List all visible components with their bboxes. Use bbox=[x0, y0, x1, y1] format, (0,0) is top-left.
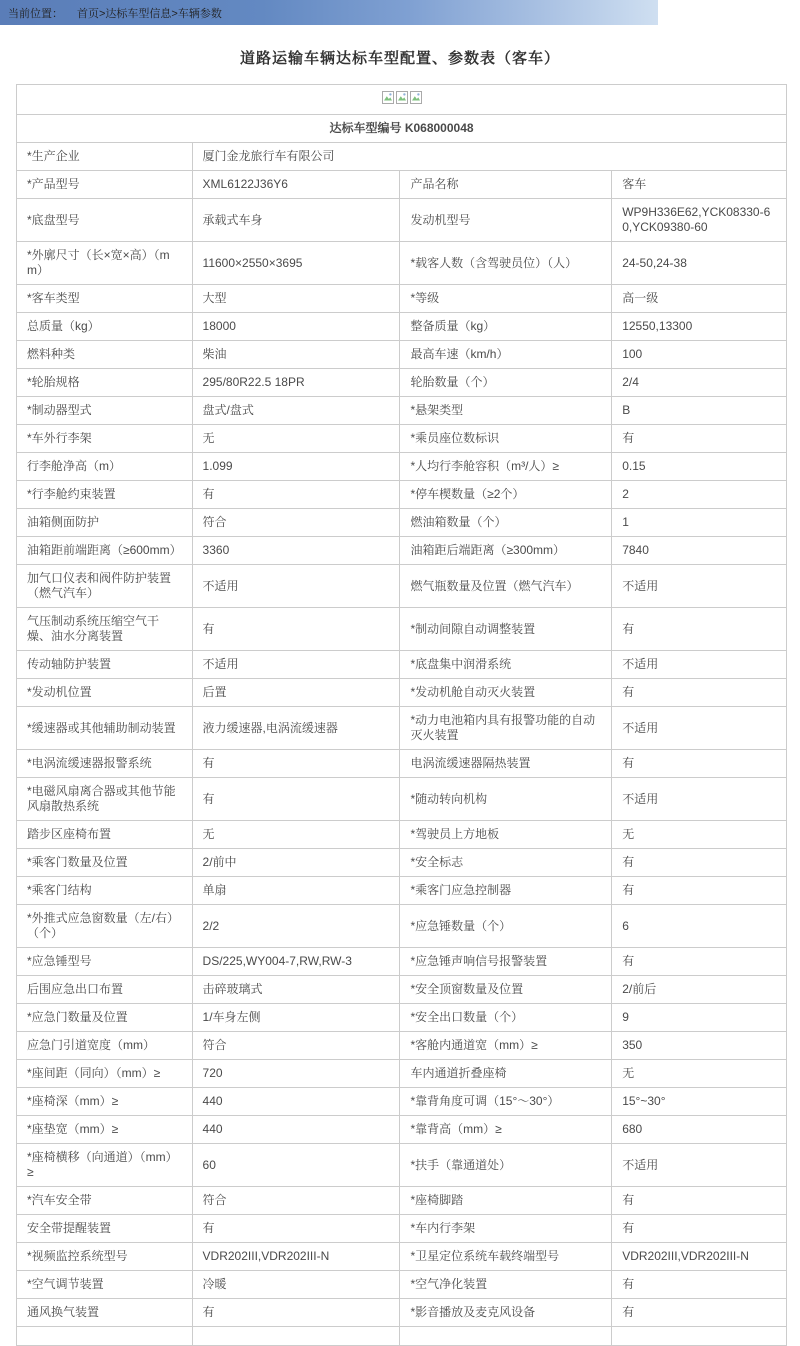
param-label: 油箱侧面防护 bbox=[17, 509, 193, 537]
table-row bbox=[17, 905, 787, 948]
table-row bbox=[17, 1088, 787, 1116]
param-value: 有 bbox=[612, 1271, 787, 1299]
param-value: WP9H336E62,YCK08330-60,YCK09380-60 bbox=[612, 199, 787, 242]
param-label: 轮胎数量（个） bbox=[400, 369, 612, 397]
param-value: 60 bbox=[192, 1144, 400, 1187]
param-label: *靠背高（mm）≥ bbox=[400, 1116, 612, 1144]
param-value: 厦门金龙旅行车有限公司 bbox=[192, 143, 786, 171]
param-label: *影音播放及麦克风设备 bbox=[400, 1299, 612, 1327]
param-label: *载客人数（含驾驶员位）（人） bbox=[400, 242, 612, 285]
param-value: 1.099 bbox=[192, 453, 400, 481]
param-label: *安全顶窗数量及位置 bbox=[400, 976, 612, 1004]
param-label: *座椅横移（向通道）（mm）≥ bbox=[17, 1144, 193, 1187]
param-value: 2 bbox=[612, 481, 787, 509]
param-value: 不适用 bbox=[612, 778, 787, 821]
param-value: 24-50,24-38 bbox=[612, 242, 787, 285]
param-label: *客车类型 bbox=[17, 285, 193, 313]
param-value: XML6122J36Y6 bbox=[192, 171, 400, 199]
param-value: 350 bbox=[612, 1032, 787, 1060]
table-row bbox=[17, 948, 787, 976]
param-label: *悬架类型 bbox=[400, 397, 612, 425]
param-value: 2/2 bbox=[192, 905, 400, 948]
param-label: *视频监控系统型号 bbox=[17, 1243, 193, 1271]
broken-image-icon bbox=[410, 91, 422, 108]
param-label: *安全出口数量（个） bbox=[400, 1004, 612, 1032]
param-label: *外推式应急窗数量（左/右）（个） bbox=[17, 905, 193, 948]
param-value: 15°~30° bbox=[612, 1088, 787, 1116]
param-label: *车外行李架 bbox=[17, 425, 193, 453]
table-row bbox=[17, 1243, 787, 1271]
param-label: *乘客门结构 bbox=[17, 877, 193, 905]
spec-table bbox=[16, 84, 787, 1346]
param-label: 应急门引道宽度（mm） bbox=[17, 1032, 193, 1060]
param-label: 燃油箱数量（个） bbox=[400, 509, 612, 537]
table-row bbox=[17, 1299, 787, 1327]
param-value: 不适用 bbox=[612, 651, 787, 679]
table-row bbox=[17, 821, 787, 849]
param-label: *汽车安全带 bbox=[17, 1187, 193, 1215]
param-value: 后置 bbox=[192, 679, 400, 707]
param-label: 发动机型号 bbox=[400, 199, 612, 242]
broken-image-icon bbox=[396, 91, 408, 108]
param-value: 大型 bbox=[192, 285, 400, 313]
table-row bbox=[17, 1116, 787, 1144]
param-value: 2/前中 bbox=[192, 849, 400, 877]
param-label: *应急锤型号 bbox=[17, 948, 193, 976]
table-row bbox=[17, 608, 787, 651]
table-row bbox=[17, 1032, 787, 1060]
param-label: *空气调节装置 bbox=[17, 1271, 193, 1299]
param-label: 后围应急出口布置 bbox=[17, 976, 193, 1004]
table-row bbox=[17, 313, 787, 341]
param-label: *车内行李架 bbox=[400, 1215, 612, 1243]
param-label: *产品型号 bbox=[17, 171, 193, 199]
page-title: 道路运输车辆达标车型配置、参数表（客车） bbox=[239, 50, 560, 67]
table-row bbox=[17, 1271, 787, 1299]
producer-row bbox=[17, 143, 787, 171]
table-row bbox=[17, 750, 787, 778]
param-label: 气压制动系统压缩空气干燥、油水分离装置 bbox=[17, 608, 193, 651]
param-value: 440 bbox=[192, 1088, 400, 1116]
model-code-row bbox=[17, 115, 787, 143]
param-value: 12550,13300 bbox=[612, 313, 787, 341]
table-row bbox=[17, 651, 787, 679]
param-label: 车内通道折叠座椅 bbox=[400, 1060, 612, 1088]
param-value: 符合 bbox=[192, 1032, 400, 1060]
param-value: 18000 bbox=[192, 313, 400, 341]
param-value: 不适用 bbox=[612, 565, 787, 608]
param-value: 0.15 bbox=[612, 453, 787, 481]
param-value: DS/225,WY004-7,RW,RW-3 bbox=[192, 948, 400, 976]
param-label: 通风换气装置 bbox=[17, 1299, 193, 1327]
param-value: 3360 bbox=[192, 537, 400, 565]
table-row bbox=[17, 341, 787, 369]
param-label: *座椅深（mm）≥ bbox=[17, 1088, 193, 1116]
param-value: 11600×2550×3695 bbox=[192, 242, 400, 285]
table-row bbox=[17, 1060, 787, 1088]
table-row bbox=[17, 397, 787, 425]
model-code-value: K068000048 bbox=[404, 121, 474, 135]
partial-row bbox=[17, 1327, 787, 1346]
table-row bbox=[17, 849, 787, 877]
param-label: *应急锤声响信号报警装置 bbox=[400, 948, 612, 976]
param-value: 有 bbox=[612, 849, 787, 877]
param-value bbox=[612, 1327, 787, 1346]
param-label: *人均行李舱容积（m³/人）≥ bbox=[400, 453, 612, 481]
param-value: 有 bbox=[192, 1299, 400, 1327]
param-label: *发动机位置 bbox=[17, 679, 193, 707]
param-label: 安全带提醒装置 bbox=[17, 1215, 193, 1243]
param-label: *底盘集中润滑系统 bbox=[400, 651, 612, 679]
table-row bbox=[17, 537, 787, 565]
table-row bbox=[17, 877, 787, 905]
param-value: 柴油 bbox=[192, 341, 400, 369]
table-row bbox=[17, 778, 787, 821]
param-label: 整备质量（kg） bbox=[400, 313, 612, 341]
breadcrumb-banner bbox=[0, 0, 658, 25]
param-label: *乘客门数量及位置 bbox=[17, 849, 193, 877]
param-label: *生产企业 bbox=[17, 143, 193, 171]
param-value: 有 bbox=[192, 608, 400, 651]
param-label: *应急锤数量（个） bbox=[400, 905, 612, 948]
param-value bbox=[192, 1327, 400, 1346]
param-value: 2/前后 bbox=[612, 976, 787, 1004]
param-value: 有 bbox=[192, 1215, 400, 1243]
param-label: 踏步区座椅布置 bbox=[17, 821, 193, 849]
param-value: 2/4 bbox=[612, 369, 787, 397]
param-value: 无 bbox=[192, 425, 400, 453]
param-value: 1/车身左侧 bbox=[192, 1004, 400, 1032]
table-row bbox=[17, 481, 787, 509]
param-value: 有 bbox=[192, 481, 400, 509]
images-row bbox=[17, 85, 787, 115]
breadcrumb[interactable]: 首页>达标车型信息>车辆参数 bbox=[77, 7, 222, 20]
param-value: 不适用 bbox=[612, 707, 787, 750]
param-value: 高一级 bbox=[612, 285, 787, 313]
param-value: 击碎玻璃式 bbox=[192, 976, 400, 1004]
param-value: 有 bbox=[612, 1299, 787, 1327]
param-label: 总质量（kg） bbox=[17, 313, 193, 341]
param-value: 不适用 bbox=[612, 1144, 787, 1187]
breadcrumb-label: 当前位置： bbox=[8, 7, 63, 20]
param-label: *座椅脚踏 bbox=[400, 1187, 612, 1215]
param-value: 无 bbox=[612, 821, 787, 849]
table-row bbox=[17, 679, 787, 707]
table-row bbox=[17, 1144, 787, 1187]
param-value: 有 bbox=[192, 750, 400, 778]
param-value: 有 bbox=[612, 1215, 787, 1243]
param-value: 有 bbox=[612, 948, 787, 976]
param-label: *轮胎规格 bbox=[17, 369, 193, 397]
param-label: *随动转向机构 bbox=[400, 778, 612, 821]
param-label: *停车楔数量（≥2个） bbox=[400, 481, 612, 509]
param-value: 单扇 bbox=[192, 877, 400, 905]
param-label: *安全标志 bbox=[400, 849, 612, 877]
param-label: *等级 bbox=[400, 285, 612, 313]
param-value: 无 bbox=[612, 1060, 787, 1088]
param-value: 有 bbox=[192, 778, 400, 821]
param-value: 不适用 bbox=[192, 565, 400, 608]
param-label: 传动轴防护装置 bbox=[17, 651, 193, 679]
param-label: *缓速器或其他辅助制动装置 bbox=[17, 707, 193, 750]
table-row bbox=[17, 509, 787, 537]
table-row bbox=[17, 285, 787, 313]
table-row bbox=[17, 976, 787, 1004]
param-label: *制动间隙自动调整装置 bbox=[400, 608, 612, 651]
model-code-label: 达标车型编号 bbox=[329, 121, 402, 135]
table-row bbox=[17, 242, 787, 285]
param-value: 客车 bbox=[612, 171, 787, 199]
param-value: VDR202III,VDR202III-N bbox=[612, 1243, 787, 1271]
param-label: 加气口仪表和阀件防护装置（燃气汽车） bbox=[17, 565, 193, 608]
table-row bbox=[17, 199, 787, 242]
param-value: 有 bbox=[612, 425, 787, 453]
param-value: 液力缓速器,电涡流缓速器 bbox=[192, 707, 400, 750]
param-label: *卫星定位系统车载终端型号 bbox=[400, 1243, 612, 1271]
param-label: 燃料种类 bbox=[17, 341, 193, 369]
param-value: 有 bbox=[612, 750, 787, 778]
model-code bbox=[17, 115, 787, 143]
param-label: *座垫宽（mm）≥ bbox=[17, 1116, 193, 1144]
param-value: 有 bbox=[612, 1187, 787, 1215]
param-value: 有 bbox=[612, 608, 787, 651]
param-value: 冷暖 bbox=[192, 1271, 400, 1299]
param-label bbox=[17, 1327, 193, 1346]
param-value: 盘式/盘式 bbox=[192, 397, 400, 425]
param-value: 6 bbox=[612, 905, 787, 948]
param-label: 油箱距后端距离（≥300mm） bbox=[400, 537, 612, 565]
param-label: *行李舱约束装置 bbox=[17, 481, 193, 509]
table-row bbox=[17, 1004, 787, 1032]
param-label: *乘客门应急控制器 bbox=[400, 877, 612, 905]
param-label: 产品名称 bbox=[400, 171, 612, 199]
param-label: *电磁风扇离合器或其他节能风扇散热系统 bbox=[17, 778, 193, 821]
param-label: *乘员座位数标识 bbox=[400, 425, 612, 453]
param-value: 承载式车身 bbox=[192, 199, 400, 242]
param-value: 295/80R22.5 18PR bbox=[192, 369, 400, 397]
param-label: *动力电池箱内具有报警功能的自动灭火装置 bbox=[400, 707, 612, 750]
table-row bbox=[17, 425, 787, 453]
table-row bbox=[17, 1187, 787, 1215]
broken-image-icon bbox=[382, 91, 394, 108]
param-label: *底盘型号 bbox=[17, 199, 193, 242]
param-value: 9 bbox=[612, 1004, 787, 1032]
param-label: *扶手（靠通道处） bbox=[400, 1144, 612, 1187]
param-label: *应急门数量及位置 bbox=[17, 1004, 193, 1032]
param-value: 符合 bbox=[192, 509, 400, 537]
images-cell bbox=[17, 85, 787, 115]
param-label: *空气净化装置 bbox=[400, 1271, 612, 1299]
param-label: *制动器型式 bbox=[17, 397, 193, 425]
param-value: 720 bbox=[192, 1060, 400, 1088]
param-label: *驾驶员上方地板 bbox=[400, 821, 612, 849]
table-row bbox=[17, 565, 787, 608]
param-label: 燃气瓶数量及位置（燃气汽车） bbox=[400, 565, 612, 608]
param-label: 电涡流缓速器隔热装置 bbox=[400, 750, 612, 778]
param-label: *外廓尺寸（长×宽×高）（mm） bbox=[17, 242, 193, 285]
param-label: 最高车速（km/h） bbox=[400, 341, 612, 369]
param-value: 1 bbox=[612, 509, 787, 537]
param-label: *座间距（同向）（mm）≥ bbox=[17, 1060, 193, 1088]
table-row bbox=[17, 171, 787, 199]
table-row bbox=[17, 707, 787, 750]
param-value: 有 bbox=[612, 877, 787, 905]
param-value: 不适用 bbox=[192, 651, 400, 679]
table-row bbox=[17, 369, 787, 397]
table-row bbox=[17, 1215, 787, 1243]
param-value: 100 bbox=[612, 341, 787, 369]
param-value: B bbox=[612, 397, 787, 425]
param-value: 无 bbox=[192, 821, 400, 849]
param-value: 7840 bbox=[612, 537, 787, 565]
param-value: 有 bbox=[612, 679, 787, 707]
param-value: 680 bbox=[612, 1116, 787, 1144]
param-value: VDR202III,VDR202III-N bbox=[192, 1243, 400, 1271]
table-row bbox=[17, 453, 787, 481]
param-label: *发动机舱自动灭火装置 bbox=[400, 679, 612, 707]
param-label: *靠背角度可调（15°～30°） bbox=[400, 1088, 612, 1116]
param-value: 符合 bbox=[192, 1187, 400, 1215]
param-label bbox=[400, 1327, 612, 1346]
param-value: 440 bbox=[192, 1116, 400, 1144]
param-label: *电涡流缓速器报警系统 bbox=[17, 750, 193, 778]
param-label: 行李舱净高（m） bbox=[17, 453, 193, 481]
param-label: 油箱距前端距离（≥600mm） bbox=[17, 537, 193, 565]
param-label: *客舱内通道宽（mm）≥ bbox=[400, 1032, 612, 1060]
